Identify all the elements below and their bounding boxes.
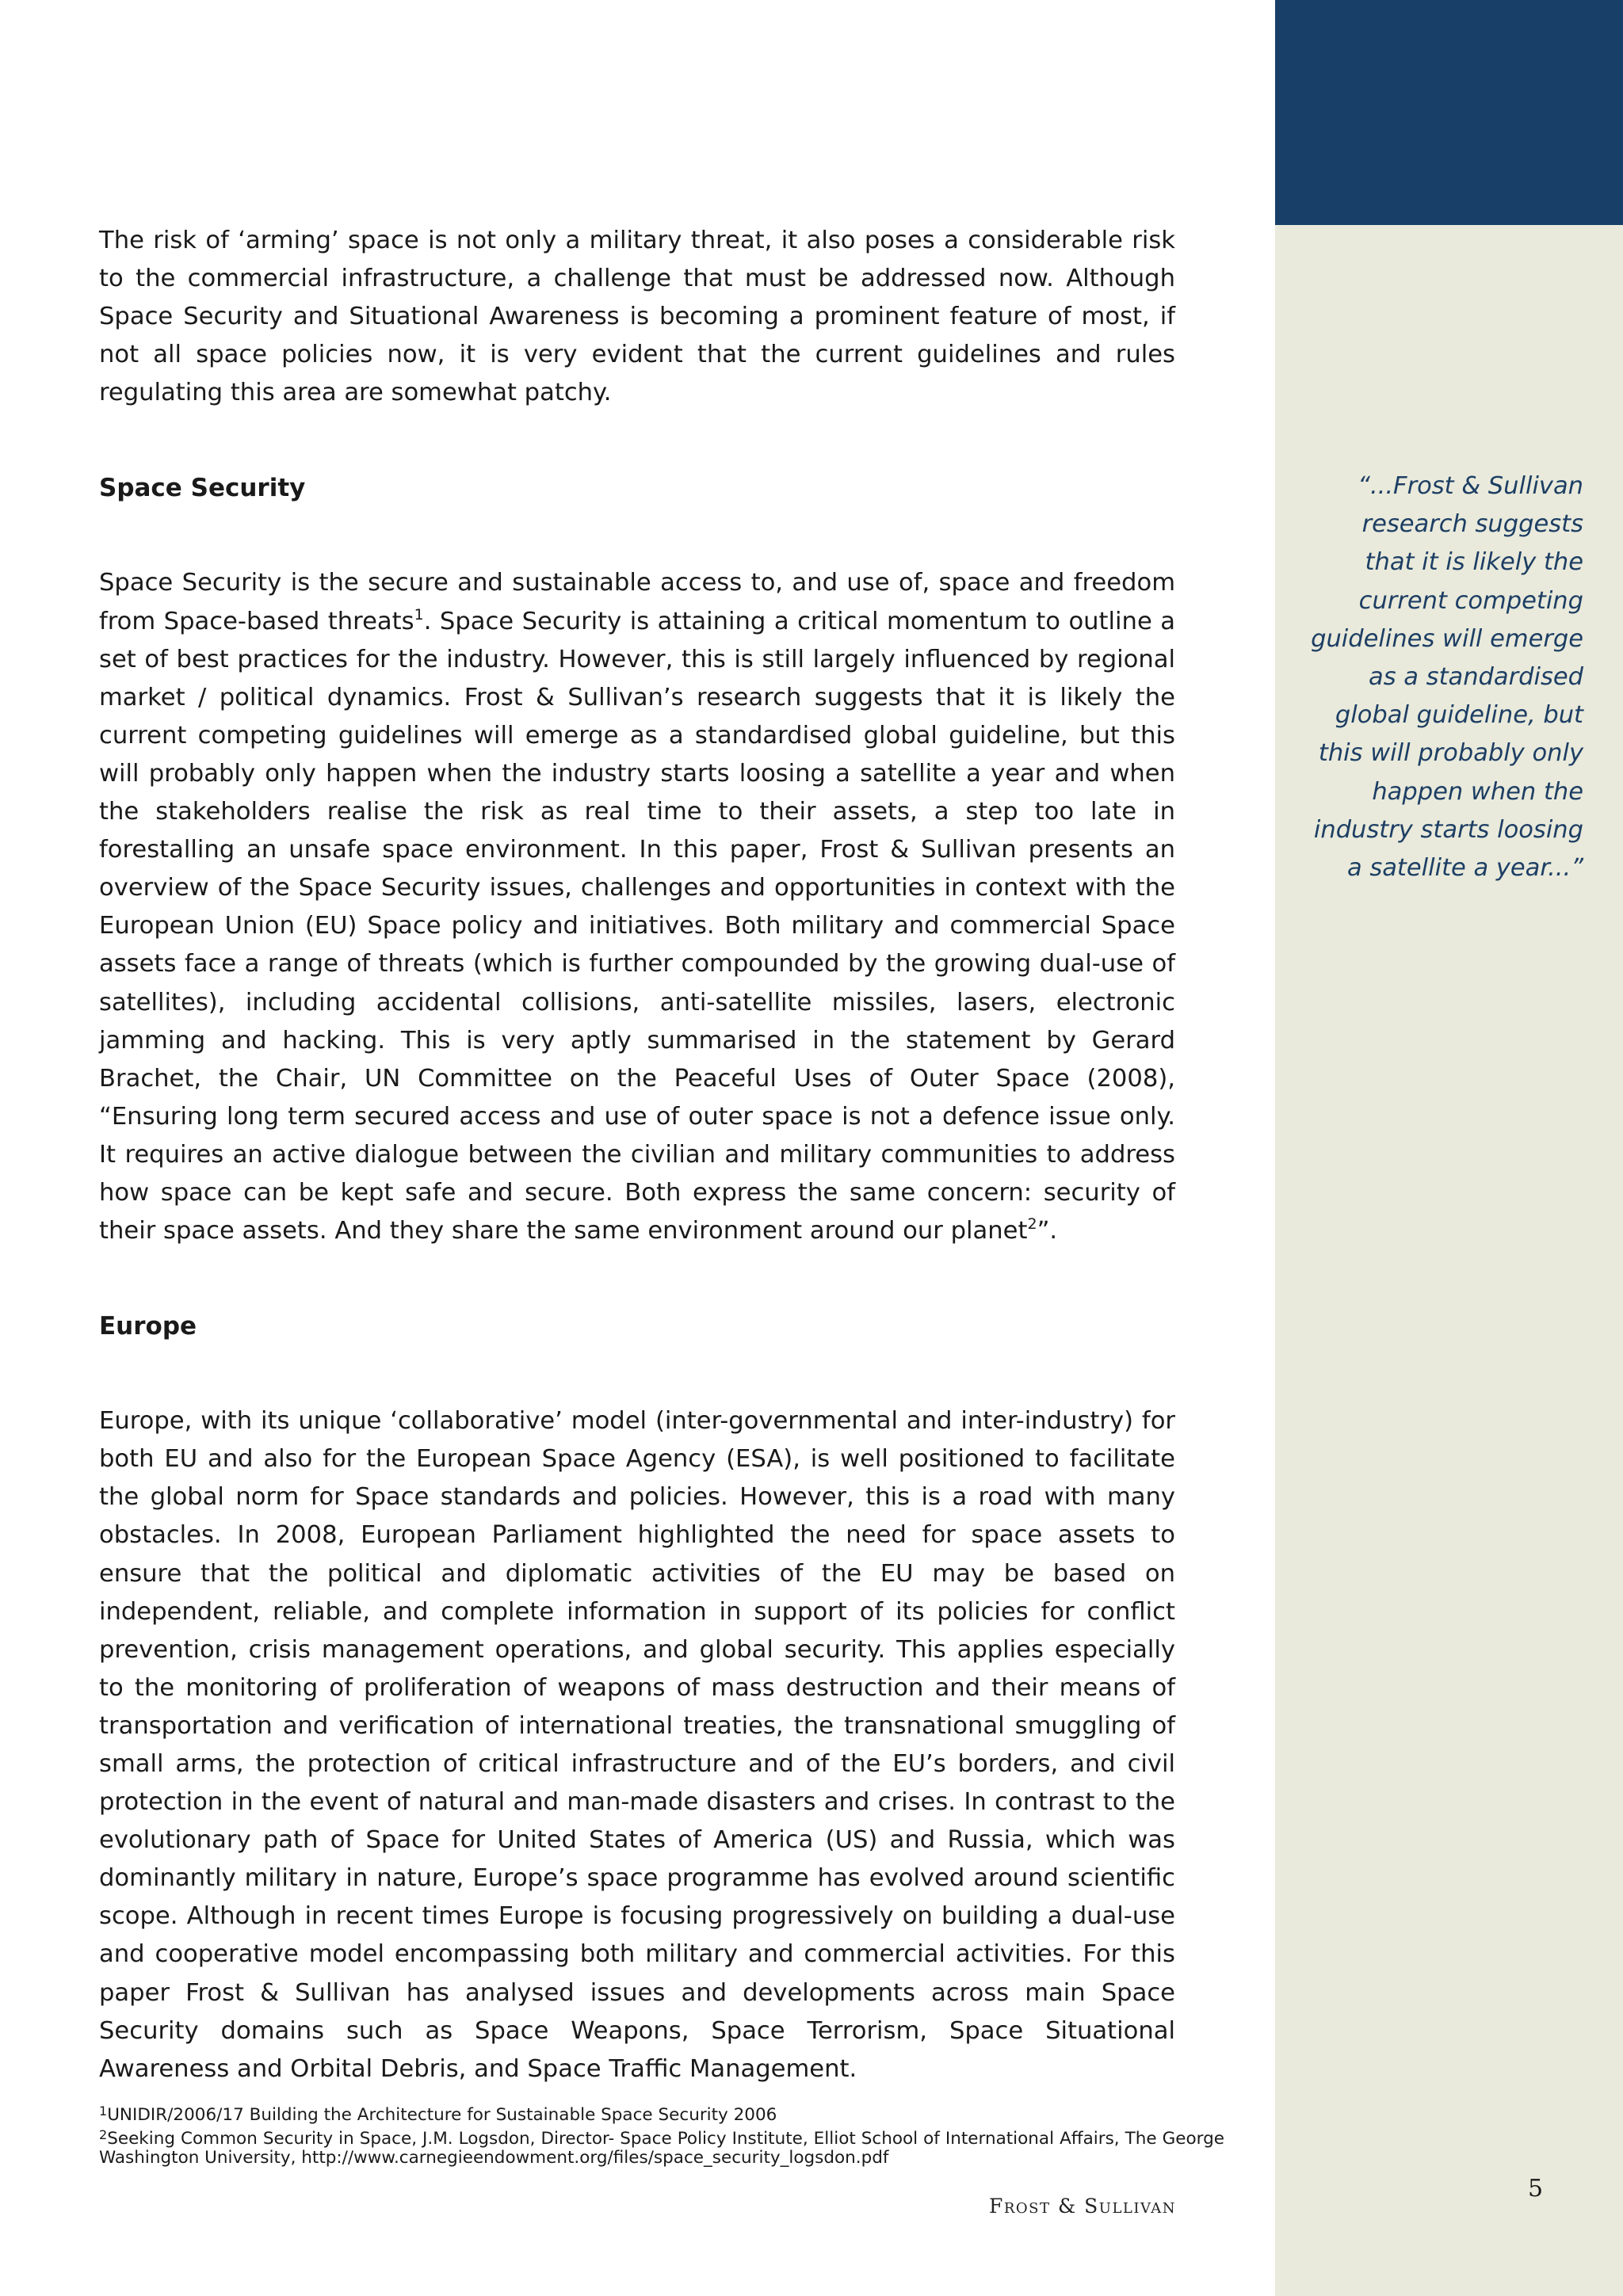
footnote-2-number: 2 xyxy=(99,2127,108,2142)
pull-quote: “...Frost & Sullivan research suggests that it is likely the current competing guidelines will emerge as a standardised global guideline, but this will probably only happen when the industry starts loosing a satellite a year...” xyxy=(1311,472,1583,883)
footnote-2 xyxy=(99,2127,1224,2168)
space-security-text-c: ”. xyxy=(1037,1217,1058,1245)
space-security-paragraph xyxy=(99,564,1175,1250)
space-security-text-a: Space Security is the secure and sustainable access to, and use of, space and freedom from Space-based threats xyxy=(99,569,1175,635)
footnote-ref-2: 2 xyxy=(1027,1215,1037,1234)
footnotes xyxy=(99,2103,1224,2168)
footnote-ref-1: 1 xyxy=(414,605,424,624)
europe-paragraph: Europe, with its unique ‘collaborative’ model (inter-governmental and inter-industry) for both EU and also for the European Space Agency (ESA), is well positioned to facilitate the global norm for Space standards and policies. However, this is a road with many obstacles. In 2008, European Parliament highlighted the need for space assets to ensure that the political and diplomatic activities of the EU may be based on independent, reliable, and complete information in support of its policies for conflict prevention, crisis management operations, and global security. This applies especially to the monitoring of proliferation of weapons of mass destruction and their means of transportation and verification of international treaties, the transnational smuggling of small arms, the protection of critical infrastructure and of the EU’s borders, and civil protection in the event of natural and man-made disasters and crises. In contrast to the evolutionary path of Space for United States of America (US) and Russia, which was dominantly military in nature, Europe’s space programme has evolved around scientific scope. Although in recent times Europe is focusing progressively on building a dual-use and cooperative model encompassing both military and commercial activities. For this paper Frost & Sullivan has analysed issues and developments across main Space Security domains such as Space Weapons, Space Terrorism, Space Situational Awareness and Orbital Debris, and Space Traffic Management. xyxy=(99,1407,1175,2083)
main-column xyxy=(99,222,1175,2088)
heading-space-security: Space Security xyxy=(99,474,306,503)
footnote-2-text: Seeking Common Security in Space, J.M. Logsdon, Director- Space Policy Institute, Elliot School of International Affairs, The George Washington University, http://www.carnegieendowment.org/files/space_security_logsdon.pdf xyxy=(99,2129,1224,2168)
intro-paragraph: The risk of ‘arming’ space is not only a military threat, it also poses a considerable risk to the commercial infrastructure, a challenge that must be addressed now. Although Space Security and Situational Awareness is becoming a prominent feature of most, if not all space policies now, it is very evident that the current guidelines and rules regulating this area are somewhat patchy. xyxy=(99,227,1175,407)
brand-wordmark: Frost & Sullivan xyxy=(989,2195,1176,2218)
footnote-1-number: 1 xyxy=(99,2103,108,2119)
footnote-1 xyxy=(99,2103,1224,2125)
sidebar-header-block xyxy=(1275,0,1623,225)
page-number: 5 xyxy=(1528,2175,1544,2203)
footnote-1-text: UNIDIR/2006/17 Building the Architecture for Sustainable Space Security 2006 xyxy=(107,2105,777,2125)
space-security-text-b: . Space Security is attaining a critical momentum to outline a set of best practices for the industry. However, this is still largely influenced by regional market / political dynamics. Frost & Sullivan’s research suggests that it is likely the current competing guidelines will emerge as a standardised global guideline, but this will probably only happen when the industry starts loosing a satellite a year and when the stakeholders realise the risk as real time to their assets, a step too late in forestalling an unsafe space environment. In this paper, Frost & Sullivan presents an overview of the Space Security issues, challenges and opportunities in context with the European Union (EU) Space policy and initiatives. Both military and commercial Space assets face a range of threats (which is further compounded by the growing dual-use of satellites), including accidental collisions, anti-satellite missiles, lasers, electronic jamming and hacking. This is very aptly summarised in the statement by Gerard Brachet, the Chair, UN Committee on the Peaceful Uses of Outer Space (2008), “Ensuring long term secured access and use of outer space is not a defence issue only. It requires an active dialogue between the civilian and military communities to address how space can be kept safe and secure. Both express the same concern: security of their space assets. And they share the same environment around our planet xyxy=(99,607,1175,1245)
sidebar xyxy=(1275,0,1623,2296)
heading-europe: Europe xyxy=(99,1312,197,1341)
